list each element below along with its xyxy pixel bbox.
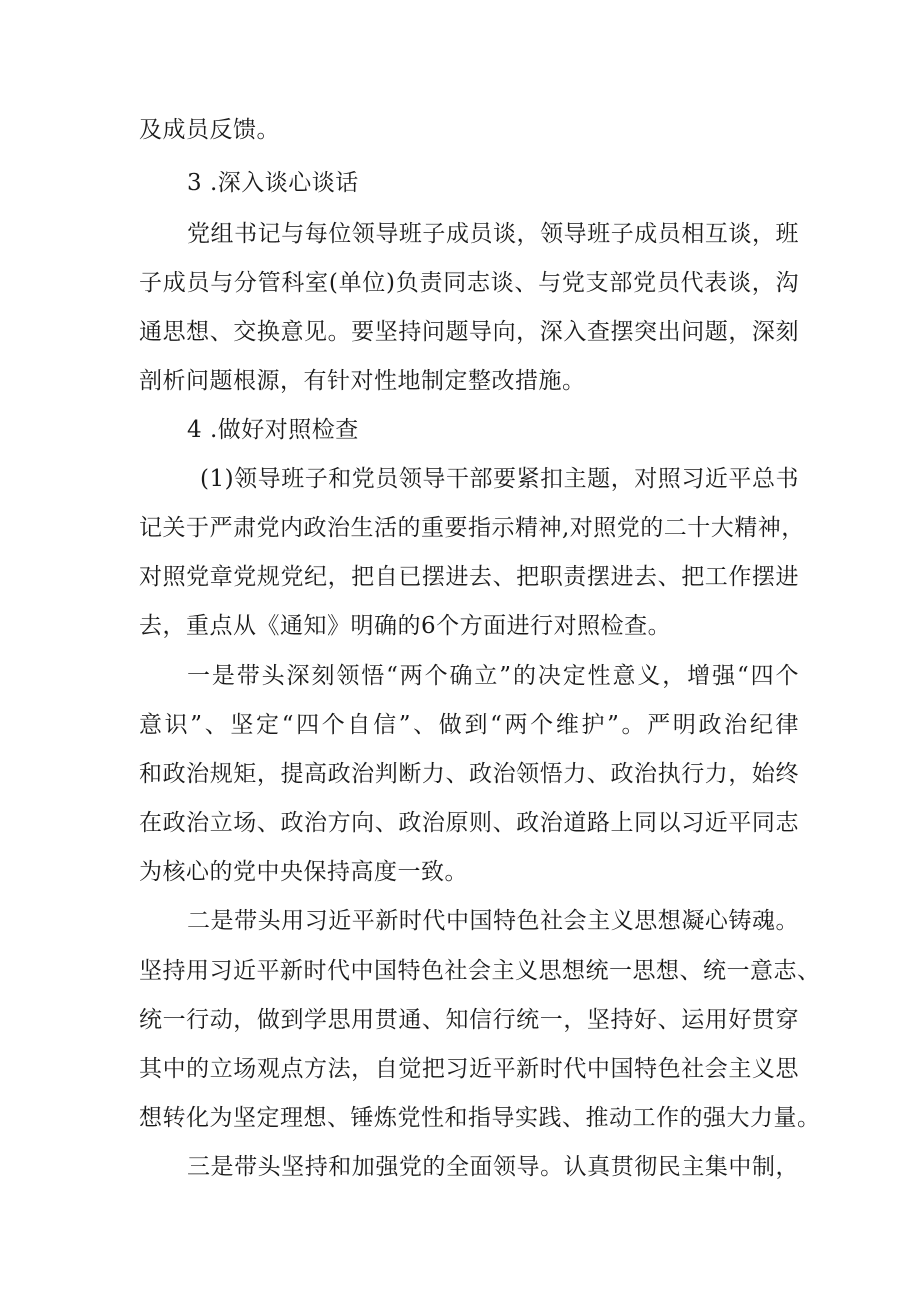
- paragraph-line: 三是带头坚持和加强党的全面领导。认真贯彻民主集中制，: [187, 1154, 799, 1180]
- paragraph-line: 想转化为坚定理想、锤炼党性和指导实践、推动工作的强大力量。: [139, 1105, 821, 1131]
- section-heading-4: 4 .做好对照检查: [187, 417, 359, 443]
- paragraph-line: 统一行动，做到学思用贯通、知信行统一，坚持好、运用好贯穿: [139, 1007, 799, 1033]
- paragraph-line: (1)领导班子和党员领导干部要紧扣主题，对照习近平总书: [200, 466, 799, 492]
- paragraph-line: 坚持用习近平新时代中国特色社会主义思想统一思想、统一意志、: [139, 958, 821, 984]
- section-heading-3: 3 .深入谈心谈话: [187, 170, 359, 196]
- paragraph-line: 及成员反馈。: [139, 117, 280, 143]
- paragraph-line: 二是带头用习近平新时代中国特色社会主义思想凝心铸魂。: [187, 908, 799, 934]
- paragraph-line: 一是带头深刻领悟“两个确立”的决定性意义，增强“四个: [187, 663, 799, 689]
- paragraph-line: 其中的立场观点方法，自觉把习近平新时代中国特色社会主义思: [139, 1056, 799, 1082]
- paragraph-line: 剖析问题根源，有针对性地制定整改措施。: [139, 368, 586, 394]
- paragraph-line: 子成员与分管科室(单位)负责同志谈、与党支部党员代表谈，沟: [139, 270, 799, 296]
- paragraph-line: 通思想、交换意见。要坚持问题导向，深入查摆突出问题，深刻: [139, 319, 799, 345]
- paragraph-line: 党组书记与每位领导班子成员谈，领导班子成员相互谈，班: [187, 221, 799, 247]
- paragraph-line: 去，重点从《通知》明确的6个方面进行对照检查。: [139, 613, 672, 639]
- paragraph-line: 为核心的党中央保持高度一致。: [139, 859, 468, 885]
- paragraph-line: 记关于严肃党内政治生活的重要指示精神,对照党的二十大精神，: [139, 515, 805, 541]
- paragraph-line: 对照党章党规党纪，把自已摆进去、把职责摆进去、把工作摆进: [139, 564, 799, 590]
- paragraph-line: 意识”、坚定“四个自信”、做到“两个维护”。严明政治纪律: [139, 712, 799, 738]
- paragraph-line: 和政治规矩，提高政治判断力、政治领悟力、政治执行力，始终: [139, 761, 799, 787]
- paragraph-line: 在政治立场、政治方向、政治原则、政治道路上同以习近平同志: [139, 810, 799, 836]
